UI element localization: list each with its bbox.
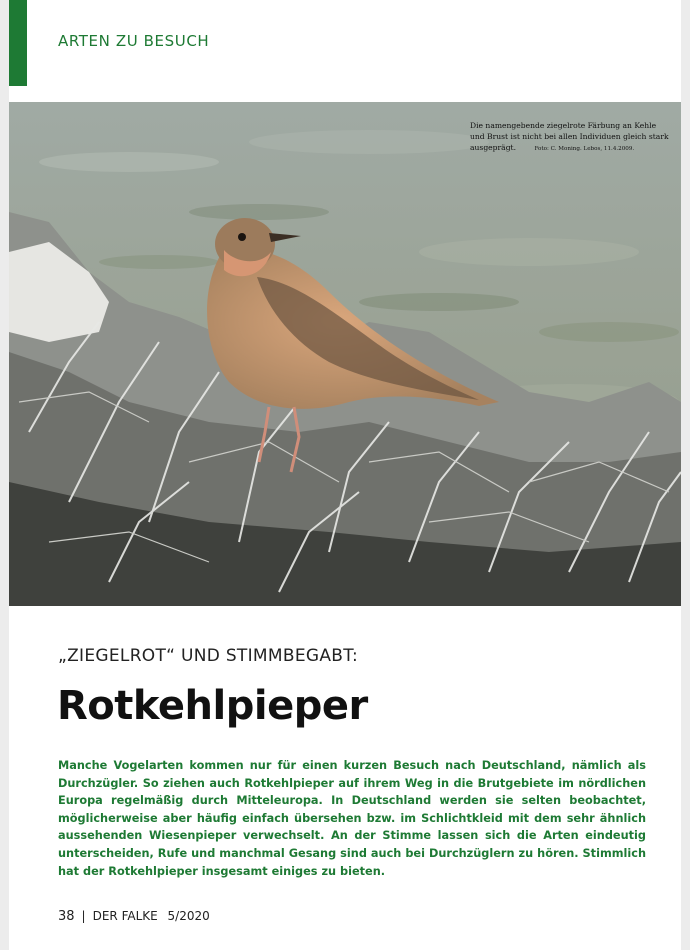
caption-text: Die namengebende ziegelrote Färbung an Kehle und Brust ist nicht bei allen Individuen gleich stark ausgeprägt.	[470, 121, 669, 152]
page-number: 38	[58, 909, 75, 924]
magazine-name: DER FALKE	[92, 909, 158, 923]
article-kicker: „ZIEGELROT“ UND STIMMBEGABT:	[58, 646, 359, 666]
page-footer	[58, 909, 210, 924]
issue-number: 5/2020	[167, 909, 210, 923]
article-title: Rotkehlpieper	[57, 683, 368, 729]
photo-caption	[470, 120, 670, 155]
footer-separator: |	[81, 909, 86, 923]
section-color-tab	[9, 0, 27, 86]
section-label: ARTEN ZU BESUCH	[58, 32, 210, 50]
photo-credit: Foto: C. Moning. Lebos, 11.4.2009.	[534, 146, 635, 152]
bird-photo	[9, 102, 681, 606]
article-lead: Manche Vogelarten kommen nur für einen kurzen Besuch nach Deutschland, nämlich als Durchzügler. So ziehen auch Rotkehlpieper auf ihrem Weg in die Brutgebiete im nördlichen Europa regelmäßig durch Mitteleuropa. In Deutschland werden sie selten beobachtet, möglicherweise aber häufig einfach übersehen bzw. im Schlichtkleid mit dem sehr ähnlich aussehenden Wiesenpieper verwechselt. An der Stimme lassen sich die Arten eindeutig unterscheiden, Rufe und manchmal Gesang sind auch bei Durchzüglern zu hören. Stimmlich hat der Rotkehlpieper insgesamt einiges zu bieten.	[58, 759, 646, 878]
red-throated-pipit-image	[9, 102, 681, 606]
